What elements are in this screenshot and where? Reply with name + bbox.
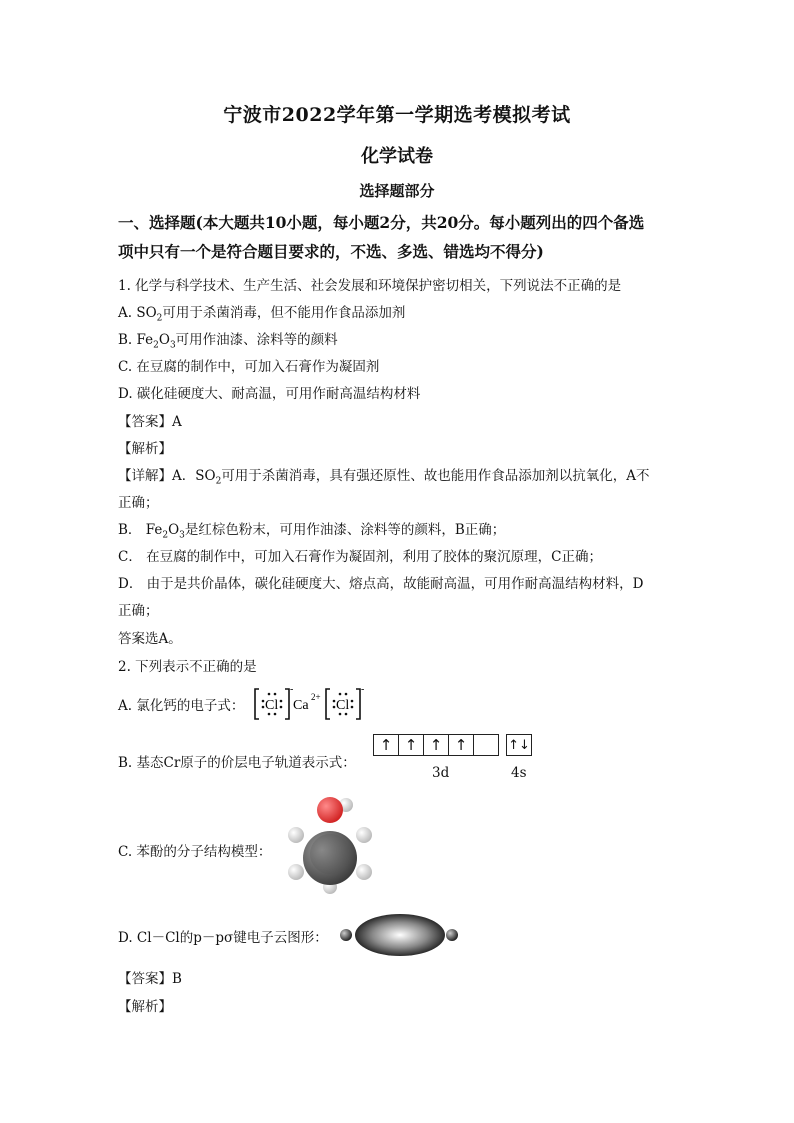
q2-stem: 2. 下列表示不正确的是 (118, 659, 257, 675)
q1-detail-3-sub2: 3 (179, 530, 185, 541)
calcium-chloride-electron-formula (252, 686, 372, 722)
q1-b-sub1: 2 (153, 340, 159, 351)
q2-option-d-label: D. Cl－Cl的p－pσ键电子云图形： (118, 930, 328, 946)
instructions-line-1: 一、选择题(本大题共10小题，每小题2分，共20分。每小题列出的四个备选 (118, 213, 645, 232)
q1-detail-4: C． 在豆腐的制作中，可加入石膏作为凝固剂，利用了胶体的聚沉原理，C正确； (118, 549, 602, 565)
q1-b-mid: O (158, 332, 170, 348)
q1-detail-3-post: 是红棕色粉末，可用作油漆、涂料等的颜料，B正确； (184, 522, 506, 538)
ca-symbol: Ca (293, 698, 309, 713)
cl-left-charge: - (290, 686, 294, 695)
q1-detail-3-sub1: 2 (162, 530, 169, 541)
cl-right-charge: - (361, 686, 365, 695)
q1-detail-3-pre: B． Fe (118, 522, 163, 538)
q1-detail-1-sub: 2 (215, 476, 222, 487)
q2-option-a-label: A. 氯化钙的电子式： (118, 698, 245, 714)
orbital-4s-label: 4s (511, 765, 527, 781)
orbital-3d-box-3: ↑ (424, 735, 449, 755)
cl-right-symbol: Cl (336, 698, 350, 713)
phenol-model-image (283, 794, 379, 894)
page-title: 宁波市2022学年第一学期选考模拟考试 (223, 104, 571, 126)
q1-detail-7: 答案选A。 (118, 631, 182, 647)
orbital-3d-label: 3d (432, 765, 450, 781)
q1-option-a (118, 301, 406, 324)
q1-stem: 1. 化学与科学技术、生产生活、社会发展和环境保护密切相关，下列说法不正确的是 (118, 278, 622, 294)
q1-detail-1-post: 可用于杀菌消毒，具有强还原性、故也能用作食品添加剂以抗氧化，A不 (221, 468, 650, 484)
q2-analysis: 【解析】 (118, 999, 172, 1015)
q1-detail-3-mid: O (168, 522, 180, 538)
q2-option-b-label: B. 基态Cr原子的价层电子轨道表示式： (118, 755, 356, 771)
q1-detail-6: 正确； (118, 603, 159, 619)
orbital-3d-box-2: ↑ (399, 735, 424, 755)
q1-option-d: D. 碳化硅硬度大、耐高温，可用作耐高温结构材料 (118, 386, 421, 402)
q1-a-pre: A. SO (118, 305, 157, 321)
orbital-3d-boxes (373, 734, 499, 756)
q1-option-c: C. 在豆腐的制作中，可加入石膏作为凝固剂 (118, 359, 380, 375)
q2-answer: 【答案】B (118, 971, 182, 987)
q1-b-sub2: 3 (169, 340, 176, 351)
q1-option-b (118, 328, 338, 351)
q2-option-c-label: C. 苯酚的分子结构模型： (118, 844, 272, 860)
q1-analysis: 【解析】 (118, 441, 172, 457)
orbital-3d-box-4: ↑ (449, 735, 474, 755)
q1-detail-3 (118, 518, 506, 541)
orbital-4s-box: ↑↓ (508, 737, 530, 753)
sigma-bond-cloud-image (336, 910, 464, 960)
orbital-4s-boxes (506, 734, 532, 756)
ca-charge: 2+ (311, 692, 321, 702)
q1-detail-1-pre: 【详解】A．SO (118, 468, 216, 484)
section-title: 选择题部分 (359, 182, 435, 200)
q1-b-post: 可用作油漆、涂料等的颜料 (175, 332, 338, 348)
orbital-3d-box-1: ↑ (374, 735, 399, 755)
q1-a-sub: 2 (156, 313, 163, 324)
q1-a-post: 可用于杀菌消毒，但不能用作食品添加剂 (162, 305, 406, 321)
q1-detail-1 (118, 464, 650, 487)
q1-detail-5: D． 由于是共价晶体，碳化硅硬度大、熔点高，故能耐高温，可用作耐高温结构材料，D (118, 576, 644, 592)
cl-left-symbol: Cl (265, 698, 279, 713)
q1-detail-2: 正确； (118, 495, 159, 511)
orbital-3d-box-5 (474, 735, 498, 755)
instructions-line-2: 项中只有一个是符合题目要求的，不选、多选、错选均不得分) (118, 242, 544, 261)
q1-answer: 【答案】A (118, 414, 182, 430)
page-subtitle: 化学试卷 (361, 146, 433, 167)
q1-b-pre: B. Fe (118, 332, 154, 348)
